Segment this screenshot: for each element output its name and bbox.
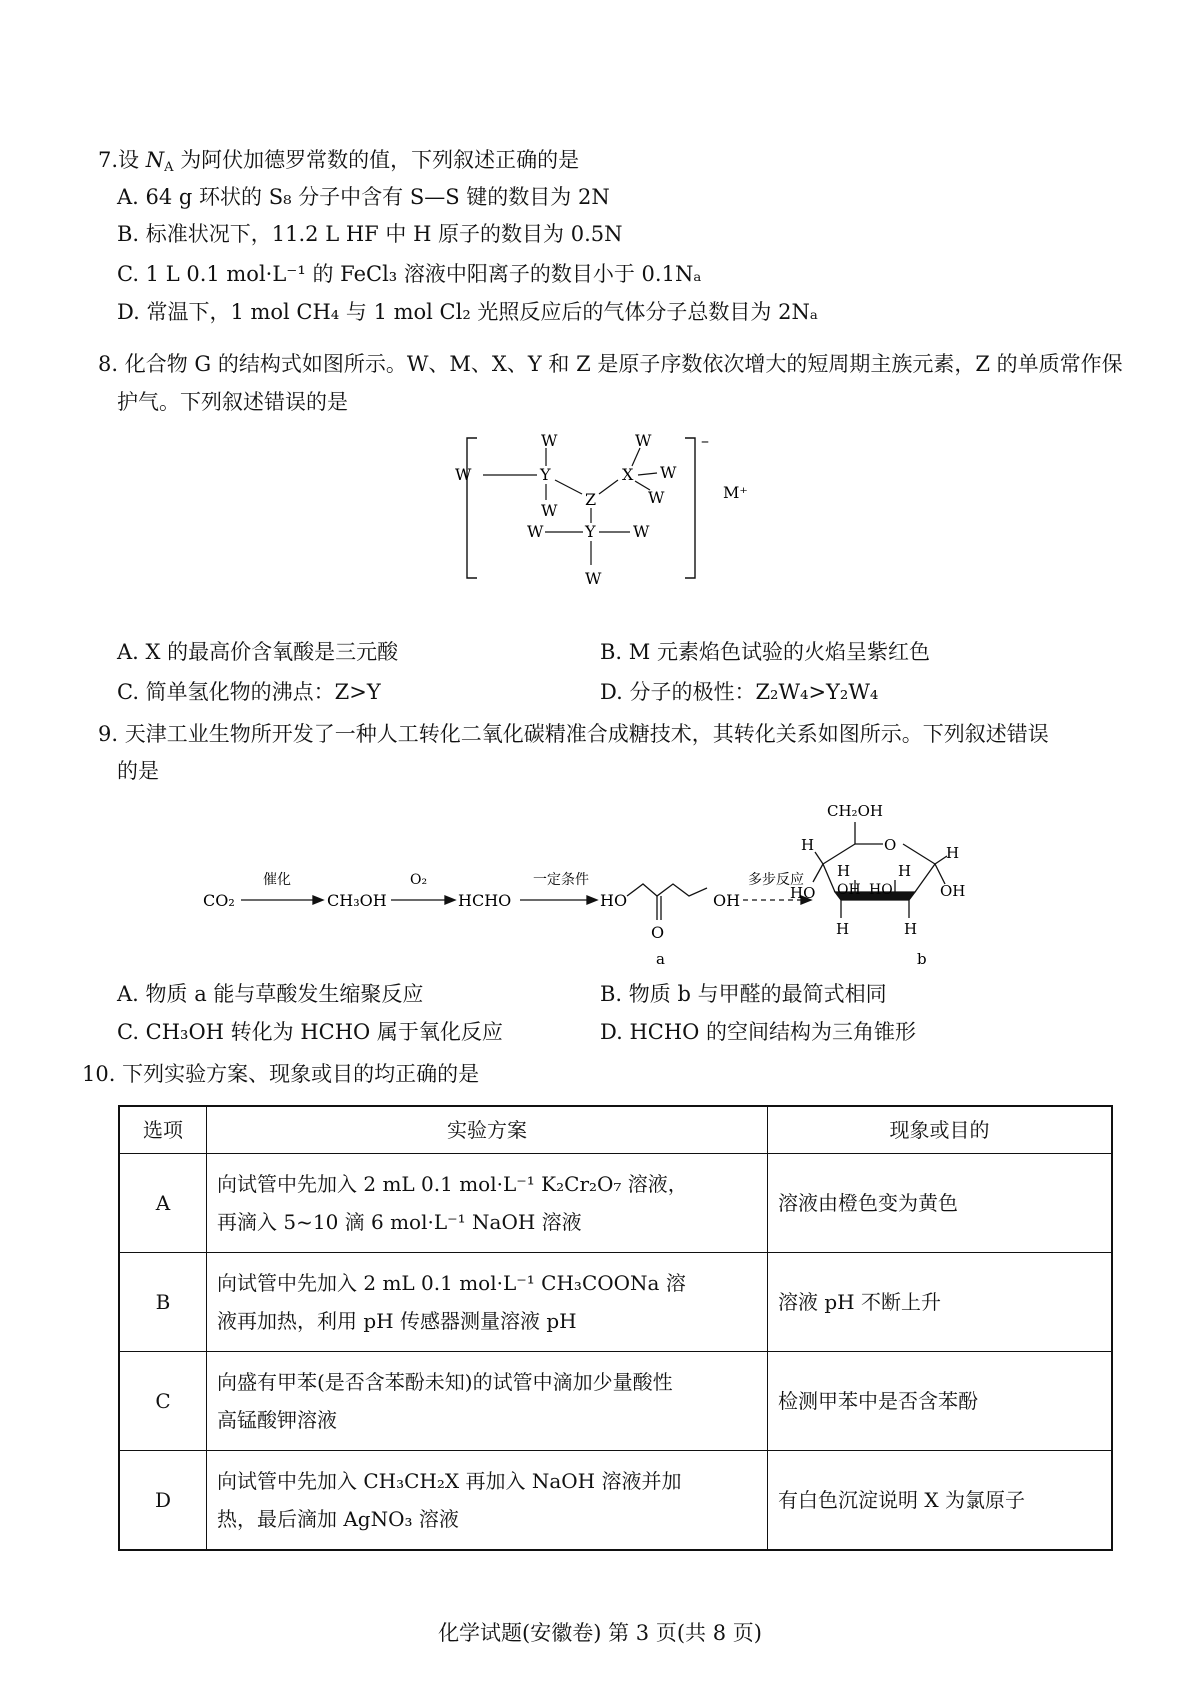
atom-w: W	[660, 463, 677, 482]
question-9-stem-line1: 9. 天津工业生物所开发了一种人工转化二氧化碳精准合成糖技术，其转化关系如图所示。下列叙述错误	[98, 722, 1049, 746]
page-footer: 化学试题(安徽卷) 第 3 页(共 8 页)	[438, 1621, 762, 1645]
arrow-multistep-label: 多步反应	[748, 872, 804, 888]
row-plan: 向盛有甲苯(是否含苯酚未知)的试管中滴加少量酸性 高锰酸钾溶液	[207, 1352, 768, 1451]
atom-w: W	[633, 522, 650, 541]
h-label: H	[837, 862, 851, 880]
header-plan: 实验方案	[207, 1106, 768, 1154]
ch2oh-label: CH₂OH	[827, 802, 883, 820]
table-row	[119, 1451, 1112, 1551]
table-row	[119, 1253, 1112, 1352]
row-plan: 向试管中先加入 CH₃CH₂X 再加入 NaOH 溶液并加 热，最后滴加 AgNO₃ 溶液	[207, 1451, 768, 1551]
atom-w: W	[455, 465, 472, 484]
atom-w: W	[541, 501, 558, 520]
row-result: 溶液 pH 不断上升	[768, 1253, 1113, 1352]
hcho-label: HCHO	[458, 891, 512, 910]
h-label: H	[946, 844, 960, 862]
q9-option-b: B. 物质 b 与甲醛的最简式相同	[600, 982, 887, 1006]
question-8-stem-line1: 8. 化合物 G 的结构式如图所示。W、M、X、Y 和 Z 是原子序数依次增大的短周期主族元素，Z 的单质常作保	[98, 352, 1123, 376]
co2-to-sugar-scheme	[195, 792, 1035, 967]
question-10-stem: 10. 下列实验方案、现象或目的均正确的是	[82, 1062, 480, 1086]
atom-w: W	[648, 488, 665, 507]
compound-a-label: a	[656, 950, 665, 967]
question-8-stem-line2: 护气。下列叙述错误的是	[117, 390, 348, 414]
atom-z: Z	[585, 490, 597, 509]
table-header-row	[119, 1106, 1112, 1154]
ring-o-label: O	[884, 836, 897, 854]
row-option: D	[119, 1451, 207, 1551]
ch3oh-label: CH₃OH	[327, 891, 387, 910]
header-result: 现象或目的	[768, 1106, 1113, 1154]
arrow-o2-label: O₂	[410, 872, 428, 888]
q8-option-b: B. M 元素焰色试验的火焰呈紫红色	[600, 640, 930, 664]
ho-label: HO	[790, 884, 816, 902]
row-result: 溶液由橙色变为黄色	[768, 1154, 1113, 1253]
atom-y: Y	[540, 465, 551, 484]
arrow-catalyst-label: 催化	[263, 872, 291, 888]
counter-ion-label: M⁺	[723, 483, 748, 502]
row-result: 检测甲苯中是否含苯酚	[768, 1352, 1113, 1451]
q7-option-d: D. 常温下，1 mol CH₄ 与 1 mol Cl₂ 光照反应后的气体分子总数目为 2Nₐ	[117, 300, 818, 324]
row-option: A	[119, 1154, 207, 1253]
q9-option-a: A. 物质 a 能与草酸发生缩聚反应	[117, 982, 424, 1006]
q9-option-d: D. HCHO 的空间结构为三角锥形	[600, 1020, 917, 1044]
atom-x: X	[622, 465, 634, 484]
question-7-stem: 7.设 $N_A$ 为阿伏加德罗常数的值，下列叙述正确的是	[98, 148, 580, 175]
oh-label: OH	[940, 882, 966, 900]
row-plan: 向试管中先加入 2 mL 0.1 mol·L⁻¹ CH₃COONa 溶 液再加热，利用 pH 传感器测量溶液 pH	[207, 1253, 768, 1352]
atom-w: W	[635, 431, 652, 450]
table-row	[119, 1352, 1112, 1451]
compound-g-structure	[455, 428, 755, 623]
h-label: H	[801, 836, 815, 854]
q7-option-c: C. 1 L 0.1 mol·L⁻¹ 的 FeCl₃ 溶液中阳离子的数目小于 0.1Nₐ	[117, 262, 702, 286]
co2-label: CO₂	[203, 891, 235, 910]
h-label: H	[836, 920, 850, 938]
atom-w: W	[541, 431, 558, 450]
row-option: C	[119, 1352, 207, 1451]
arrow-condition-label: 一定条件	[533, 872, 589, 888]
q8-option-c: C. 简单氢化物的沸点：Z>Y	[117, 680, 381, 704]
ho-label: HO	[869, 882, 893, 898]
question-9-stem-line2: 的是	[117, 759, 159, 783]
row-option: B	[119, 1253, 207, 1352]
experiment-table	[118, 1105, 1113, 1551]
q9-option-c: C. CH₃OH 转化为 HCHO 属于氧化反应	[117, 1020, 503, 1044]
oh-label: OH	[837, 882, 861, 898]
header-option: 选项	[119, 1106, 207, 1154]
h-label: H	[898, 862, 912, 880]
carbonyl-o-label: O	[651, 923, 665, 942]
compound-b-label: b	[917, 950, 927, 967]
ho-label: HO	[600, 891, 628, 910]
q8-option-d: D. 分子的极性：Z₂W₄>Y₂W₄	[600, 680, 879, 704]
h-label: H	[904, 920, 918, 938]
q7-option-b: B. 标准状况下，11.2 L HF 中 H 原子的数目为 0.5N	[117, 222, 623, 246]
q8-option-a: A. X 的最高价含氧酸是三元酸	[117, 640, 399, 664]
row-result: 有白色沉淀说明 X 为氯原子	[768, 1451, 1113, 1551]
oh-label: OH	[713, 891, 741, 910]
charge-sign: –	[701, 431, 709, 450]
atom-w: W	[585, 569, 602, 588]
table-row	[119, 1154, 1112, 1253]
atom-w: W	[527, 522, 544, 541]
row-plan: 向试管中先加入 2 mL 0.1 mol·L⁻¹ K₂Cr₂O₇ 溶液， 再滴入 5~10 滴 6 mol·L⁻¹ NaOH 溶液	[207, 1154, 768, 1253]
q7-option-a: A. 64 g 环状的 S₈ 分子中含有 S—S 键的数目为 2N	[117, 185, 610, 209]
atom-y: Y	[585, 522, 596, 541]
